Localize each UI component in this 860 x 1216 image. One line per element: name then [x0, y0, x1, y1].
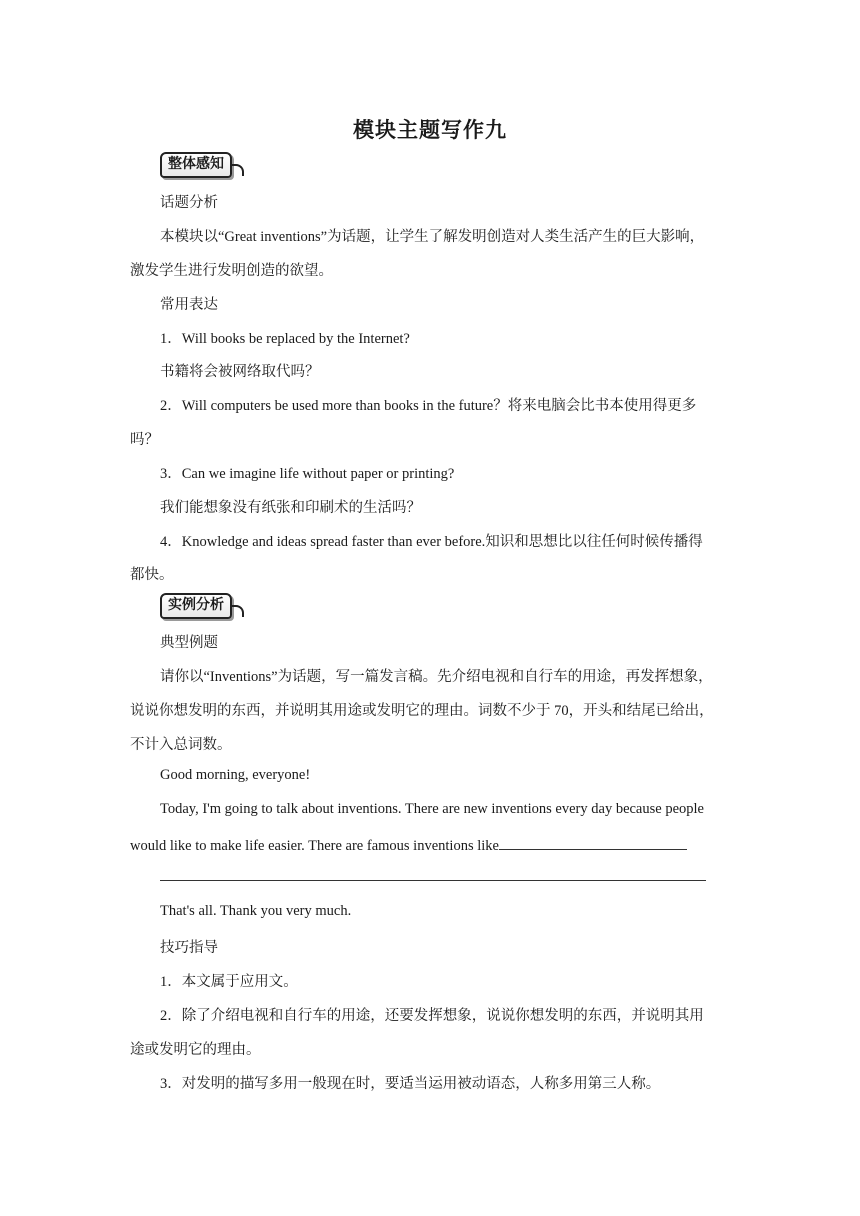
expression-1-translation: 书籍将会被网络取代吗？: [160, 364, 320, 380]
expression-4-cont: 都快。: [130, 567, 174, 583]
speech-body-cont: [130, 835, 687, 855]
tip-2: 2．除了介绍电视和自行车的用途，还要发挥想象，说说你想发明的东西，并说明其用: [160, 1008, 704, 1024]
expression-3: 3．Can we imagine life without paper or printing?: [160, 466, 455, 482]
expression-3-translation: 我们能想象没有纸张和印刷术的生活吗？: [160, 500, 421, 516]
example-prompt-cont-1: 说说你想发明的东西，并说明其用途或发明它的理由。词数不少于 70，开头和结尾已给出，: [130, 703, 714, 719]
page-title: 模块主题写作九: [353, 118, 507, 142]
expressions-heading: 常用表达: [160, 297, 218, 313]
example-heading: 典型例题: [160, 635, 218, 651]
answer-blank-line: [160, 880, 706, 881]
expression-4: 4．Knowledge and ideas spread faster than ever before.知识和思想比以往任何时候传播得: [160, 534, 703, 550]
answer-blank-inline: [499, 835, 687, 850]
tips-heading: 技巧指导: [160, 940, 218, 956]
expression-1: 1．Will books be replaced by the Internet?: [160, 331, 410, 347]
example-prompt: 请你以“Inventions”为话题，写一篇发言稿。先介绍电视和自行车的用途，再发挥想象，: [160, 669, 713, 685]
speech-body-cont-text: would like to make life easier. There are famous inventions like: [130, 838, 499, 854]
expression-2: 2．Will computers be used more than books in the future？将来电脑会比书本使用得更多: [160, 398, 697, 414]
topic-text-cont: 激发学生进行发明创造的欲望。: [130, 263, 333, 279]
section-badge-examples: 实例分析: [160, 593, 232, 619]
example-prompt-cont-2: 不计入总词数。: [130, 737, 232, 753]
tip-2-cont: 途或发明它的理由。: [130, 1042, 261, 1058]
speech-closing: That's all. Thank you very much.: [160, 903, 352, 919]
speech-body: Today, I'm going to talk about inventions. There are new inventions every day because people: [160, 801, 704, 817]
section-badge-overview: 整体感知: [160, 152, 232, 178]
expression-2-cont: 吗？: [130, 432, 159, 448]
tip-3: 3．对发明的描写多用一般现在时，要适当运用被动语态，人称多用第三人称。: [160, 1076, 661, 1092]
tip-1: 1．本文属于应用文。: [160, 974, 298, 990]
speech-greeting: Good morning, everyone!: [160, 767, 311, 783]
topic-heading: 话题分析: [160, 195, 218, 211]
topic-text: 本模块以“Great inventions”为话题，让学生了解发明创造对人类生活产生的巨大影响，: [160, 229, 705, 245]
